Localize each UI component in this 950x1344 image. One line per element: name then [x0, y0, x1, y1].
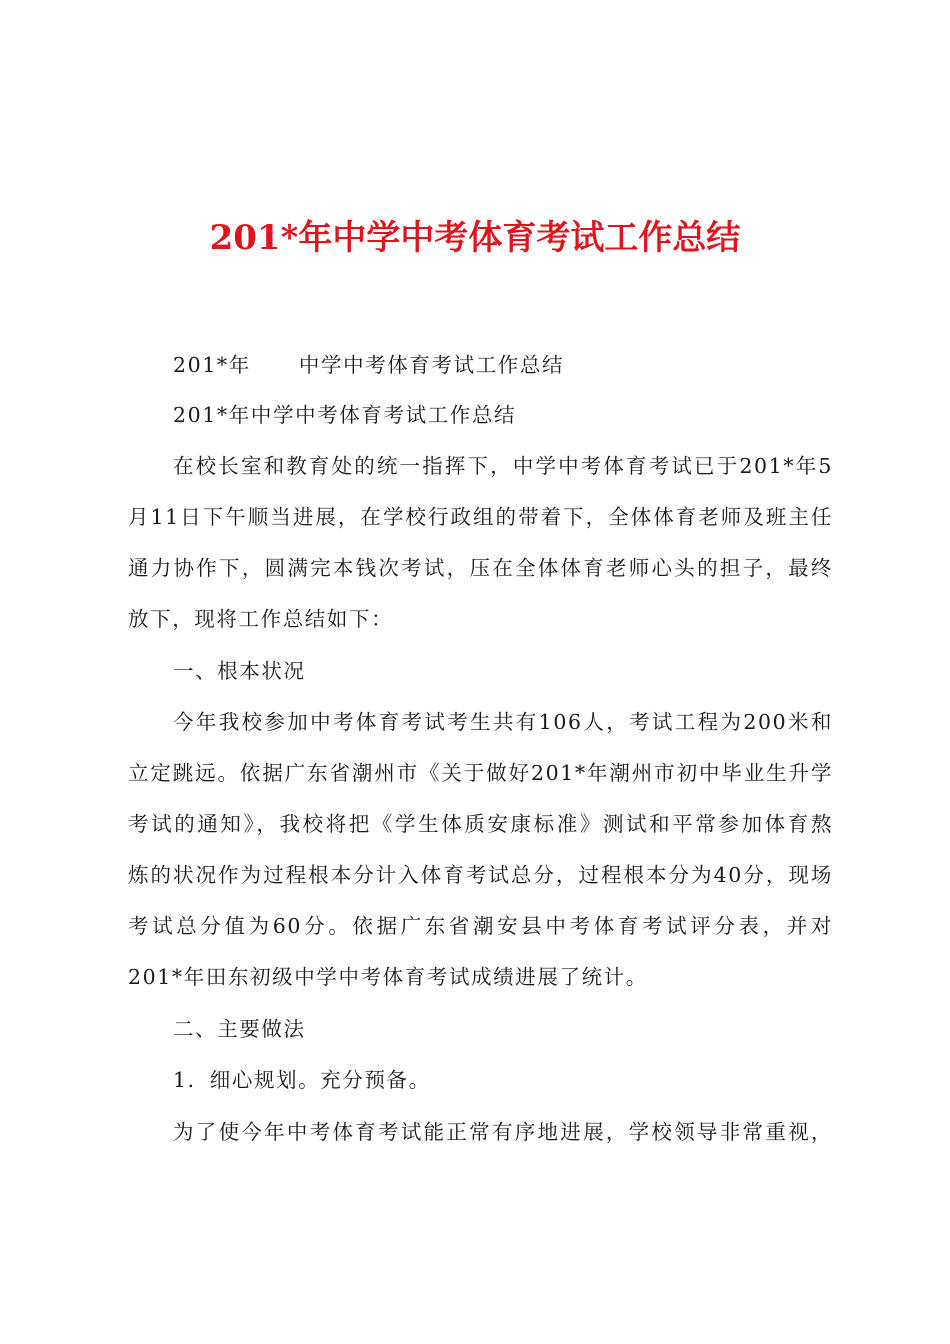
- heading-year: 201*年: [173, 353, 251, 377]
- paragraph1-line-2: 月11日下午顺当进展，在学校行政组的带着下，全体体育老师及班主任: [128, 505, 833, 529]
- paragraph1-line-4: 放下，现将工作总结如下：: [128, 607, 394, 631]
- section1-title: 一、根本状况: [173, 659, 306, 683]
- paragraph3-line-1: 为了使今年中考体育考试能正常有序地进展，学校领导非常重视，: [173, 1120, 833, 1144]
- document-title: 201*年中学中考体育考试工作总结: [209, 218, 741, 258]
- paragraph2-line-4: 炼的状况作为过程根本分计入体育考试总分，过程根本分为40分，现场: [128, 863, 833, 887]
- item1-title: 1．细心规划。充分预备。: [173, 1068, 431, 1092]
- paragraph2-line-5: 考试总分值为60分。依据广东省潮安县中考体育考试评分表，并对: [128, 914, 833, 938]
- heading-line: [173, 340, 564, 390]
- paragraph1-line-3: 通力协作下，圆满完本钱次考试，压在全体体育老师心头的担子，最终: [128, 556, 833, 580]
- paragraph2-line-3: 考试的通知》，我校将把《学生体质安康标准》测试和平常参加体育熬: [128, 812, 833, 836]
- section2-title: 二、主要做法: [173, 1017, 306, 1041]
- paragraph2-line-6: 201*年田东初级中学中考体育考试成绩进展了统计。: [128, 965, 648, 989]
- subheading: 201*年中学中考体育考试工作总结: [173, 403, 517, 427]
- heading-text: 中学中考体育考试工作总结: [298, 353, 565, 377]
- paragraph2-line-1: 今年我校参加中考体育考试考生共有106人，考试工程为200米和: [173, 710, 833, 734]
- paragraph1-line-1: 在校长室和教育处的统一指挥下，中学中考体育考试已于201*年5: [173, 454, 833, 478]
- paragraph2-line-2: 立定跳远。依据广东省潮州市《关于做好201*年潮州市初中毕业生升学: [128, 761, 833, 785]
